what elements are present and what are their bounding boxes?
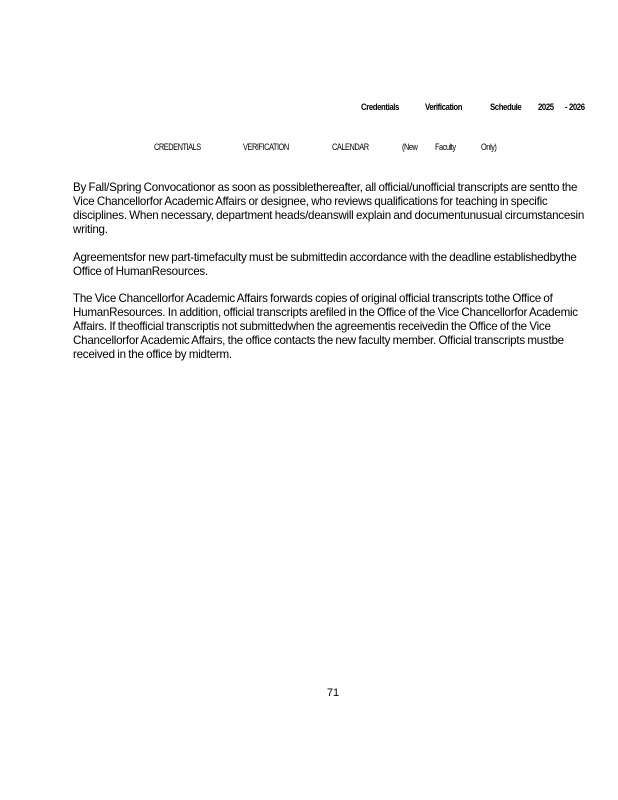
subheader-faculty: Faculty — [435, 142, 456, 153]
header-verification: Verification — [425, 102, 463, 113]
paragraph-transcripts-submission: By Fall/Spring Convocationor as soon as possiblethereafter, all official/unofficial transcripts are sentto the Vice Chancellorfor Academic Affairs or designee, who reviews qualifications for teaching in specific disciplines. When necessary, department heads/deanswill explain and documentunusual circumstancesin writing. — [73, 181, 585, 236]
header-credentials: Credentials — [361, 102, 399, 113]
header-schedule: Schedule — [490, 102, 522, 113]
subheader-verification: VERIFICATION — [243, 142, 289, 153]
subheader-new: (New — [402, 142, 418, 153]
subheader-calendar: CALENDAR — [332, 142, 369, 153]
header-year-end: - 2026 — [565, 102, 585, 113]
paragraph-transcript-forwarding: The Vice Chancellorfor Academic Affairs forwards copies of original official transcripts tothe Office of HumanResources. In addition, official transcripts arefiled in the Office of the Vice Chancellorfor Academic Affairs. If theofficial transcriptis not submittedwhen the agreementis receivedin the Office of the Vice Chancellorfor Academic Affairs, the office contacts the new faculty member. Official transcripts mustbe received in the office by midterm. — [73, 292, 578, 361]
running-header — [0, 102, 618, 116]
subheader-only: Only) — [481, 142, 497, 153]
section-title — [0, 142, 618, 156]
page-number: 71 — [326, 687, 340, 699]
paragraph-agreements: Agreementsfor new part-timefaculty must be submittedin accordance with the deadline establishedbythe Office of HumanResources. — [73, 251, 577, 278]
subheader-credentials: CREDENTIALS — [154, 142, 201, 153]
header-year-start: 2025 — [538, 102, 554, 113]
